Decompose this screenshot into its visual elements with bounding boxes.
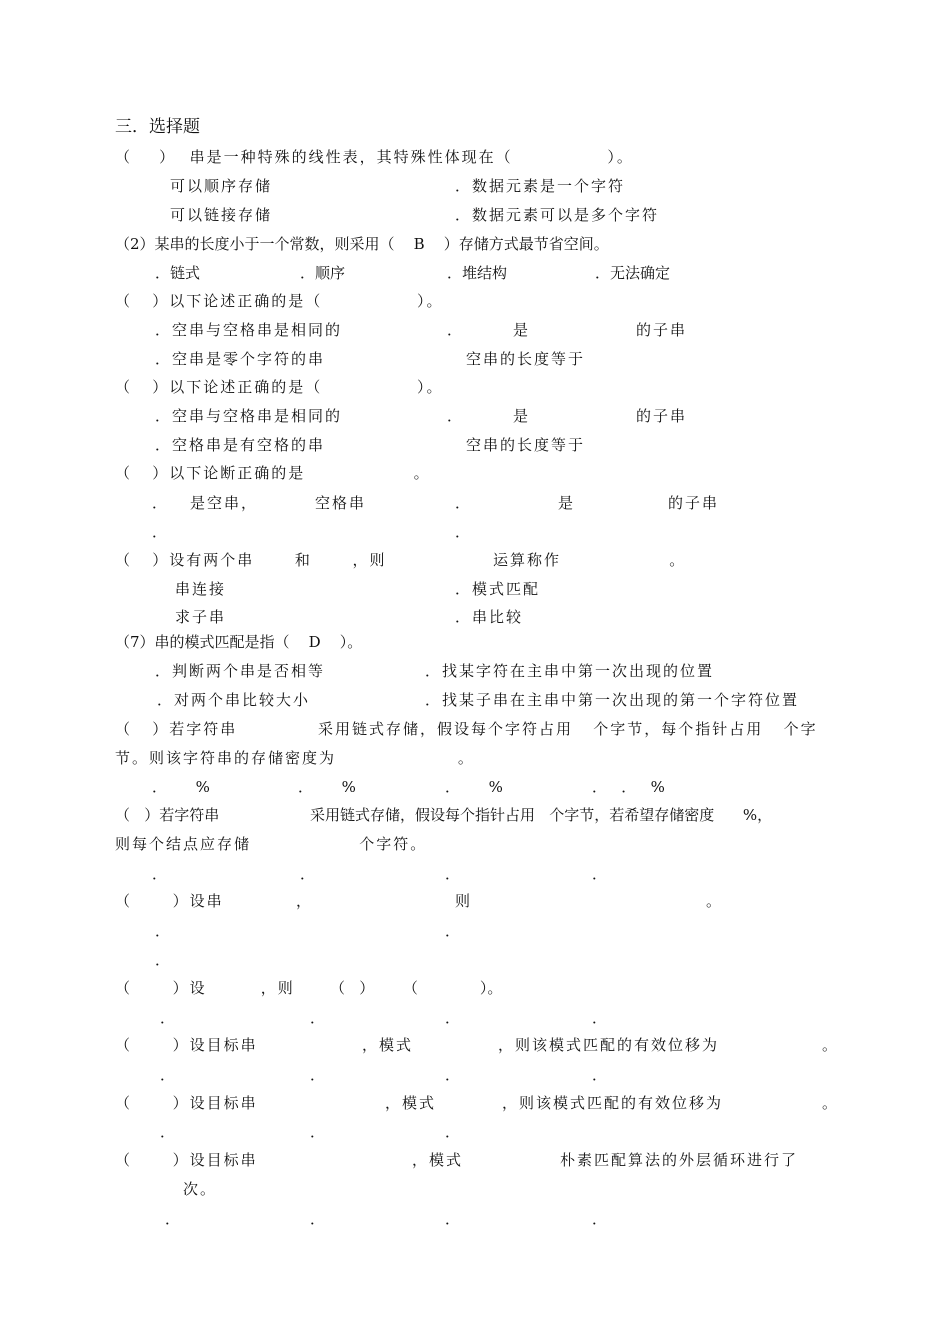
q13-stem: （ ）设目标串 xyxy=(115,1094,258,1112)
q5-option-b-marker: ． xyxy=(455,494,471,512)
q9-stem: （ ）若字符串 xyxy=(115,806,220,824)
q8-option-d: ． ． % xyxy=(592,778,665,796)
q14-option-c: ． xyxy=(445,1210,461,1228)
q14-stem: （ ）设目标串 xyxy=(115,1151,258,1169)
q13-option-b: ． xyxy=(310,1123,326,1141)
q9-stem-line2: 则每个结点应存储 个字符。 xyxy=(115,835,428,853)
q12-stem: （ ）设目标串 xyxy=(115,1036,258,1054)
q3-option-a: ．空串与空格串是相同的 xyxy=(155,321,343,339)
q10-stem-comma: ， xyxy=(296,892,312,910)
q13-option-a: ． xyxy=(160,1123,176,1141)
q14-option-a: ． xyxy=(165,1210,181,1228)
q9-option-b: ． xyxy=(300,865,316,883)
q11-option-b: ． xyxy=(310,1009,326,1027)
q5-option-a-tail: 空格串 xyxy=(315,494,367,512)
q3-option-b-text: 是 xyxy=(513,321,529,339)
q6-stem: （ ）设有两个串 和 ，则 xyxy=(115,551,387,569)
q10-option-b: ． xyxy=(445,922,461,940)
q11-option-c: ． xyxy=(445,1009,461,1027)
q10-option-a: ． xyxy=(155,922,171,940)
q6-stem-tail: 运算称作 。 xyxy=(493,551,687,569)
q9-option-a: ． xyxy=(152,865,168,883)
q4-option-b-marker: ． xyxy=(447,407,463,425)
q2-option-c: ．堆结构 xyxy=(447,264,508,282)
q1-option-d: ．数据元素可以是多个字符 xyxy=(455,206,660,224)
q2-stem: （2）某串的长度小于一个常数，则采用（ B ）存储方式最节省空间。 xyxy=(115,235,609,253)
q8-stem-cont: 采用链式存储，假设每个字符占用 个字节，每个指针占用 个字 xyxy=(318,720,818,738)
q13-option-c: ． xyxy=(445,1123,461,1141)
q4-option-a: ．空串与空格串是相同的 xyxy=(155,407,343,425)
q11-stem-cont: （ ） （ ）。 xyxy=(330,979,503,997)
q12-option-c: ． xyxy=(445,1066,461,1084)
q14-stem-line2: 次。 xyxy=(183,1180,218,1198)
q14-stem-cont: 朴素匹配算法的外层循环进行了 xyxy=(560,1151,799,1169)
q12-stem-cont: ，则该模式匹配的有效位移为 xyxy=(498,1036,720,1054)
q5-option-c: ． xyxy=(152,523,168,541)
q14-stem-pattern: ，模式 xyxy=(412,1151,464,1169)
q4-option-b-text: 是 xyxy=(513,407,529,425)
q8-option-a: ． % xyxy=(152,778,210,796)
q3-option-b-marker: ． xyxy=(447,321,463,339)
q7-option-b: ．找某字符在主串中第一次出现的位置 xyxy=(425,662,715,680)
q11-option-a: ． xyxy=(160,1009,176,1027)
q11-option-d: ． xyxy=(592,1009,608,1027)
q10-option-c: ． xyxy=(155,951,171,969)
q10-stem: （ ）设串 xyxy=(115,892,224,910)
q8-stem-line2: 节。则该字符串的存储密度为 。 xyxy=(115,749,475,767)
q1-option-c: 可以链接存储 xyxy=(170,206,273,224)
q5-option-a-text: 是空串， xyxy=(190,494,259,512)
q13-stem-end: 。 xyxy=(822,1094,838,1112)
q5-option-d: ． xyxy=(455,523,471,541)
q4-stem: （ ）以下论述正确的是（ ）。 xyxy=(115,378,444,396)
q9-option-d: ． xyxy=(592,865,608,883)
q13-stem-pattern: ，模式 xyxy=(385,1094,437,1112)
q7-stem: （7）串的模式匹配是指（ D ）。 xyxy=(115,633,363,651)
q5-option-b-tail: 的子串 xyxy=(668,494,720,512)
q5-option-a-marker: ． xyxy=(152,494,168,512)
q7-option-a: ．判断两个串是否相等 xyxy=(155,662,326,680)
q12-stem-end: 。 xyxy=(822,1036,838,1054)
q9-stem-cont: 采用链式存储，假设每个指针占用 个字节，若希望存储密度 %， xyxy=(310,806,773,824)
q12-stem-pattern: ，模式 xyxy=(362,1036,414,1054)
q6-option-d: ．串比较 xyxy=(455,608,524,626)
q1-option-a: 可以顺序存储 xyxy=(170,177,273,195)
q7-option-d: ．找某子串在主串中第一次出现的第一个字符位置 xyxy=(425,691,800,709)
section-heading: 三．选择题 xyxy=(115,117,200,137)
q1-stem: （ ） 串是一种特殊的线性表，其特殊性体现在（ ）。 xyxy=(115,148,634,166)
q3-option-c: ．空串是零个字符的串 xyxy=(155,350,326,368)
q7-option-c: ．对两个串比较大小 xyxy=(157,691,311,709)
q8-stem: （ ）若字符串 xyxy=(115,720,238,738)
q3-option-d: 空串的长度等于 xyxy=(466,350,586,368)
q6-option-b: ．模式匹配 xyxy=(455,580,541,598)
q3-stem: （ ）以下论述正确的是（ ）。 xyxy=(115,292,444,310)
q10-stem-then: 则 xyxy=(455,892,471,910)
q5-option-b-text: 是 xyxy=(558,494,574,512)
q5-stem: （ ）以下论断正确的是 。 xyxy=(115,464,431,482)
q12-option-d: ． xyxy=(592,1066,608,1084)
q10-stem-end: 。 xyxy=(706,892,722,910)
q4-option-d: 空串的长度等于 xyxy=(466,436,586,454)
q14-option-d: ． xyxy=(592,1210,608,1228)
q2-option-b: ．顺序 xyxy=(300,264,346,282)
q11-stem: （ ）设 ，则 xyxy=(115,979,295,997)
q14-option-b: ． xyxy=(310,1210,326,1228)
q9-option-c: ． xyxy=(445,865,461,883)
q12-option-b: ． xyxy=(310,1066,326,1084)
q8-option-c: ． % xyxy=(445,778,503,796)
q2-option-d: ．无法确定 xyxy=(595,264,671,282)
q1-option-b: ．数据元素是一个字符 xyxy=(455,177,626,195)
q8-option-b: ． % xyxy=(298,778,356,796)
q4-option-b-tail: 的子串 xyxy=(636,407,688,425)
q2-option-a: ．链式 xyxy=(155,264,201,282)
q13-stem-cont: ，则该模式匹配的有效位移为 xyxy=(502,1094,724,1112)
q6-option-c: 求子串 xyxy=(175,608,227,626)
q3-option-b-tail: 的子串 xyxy=(636,321,688,339)
q4-option-c: ．空格串是有空格的串 xyxy=(155,436,326,454)
q12-option-a: ． xyxy=(160,1066,176,1084)
q6-option-a: 串连接 xyxy=(175,580,227,598)
